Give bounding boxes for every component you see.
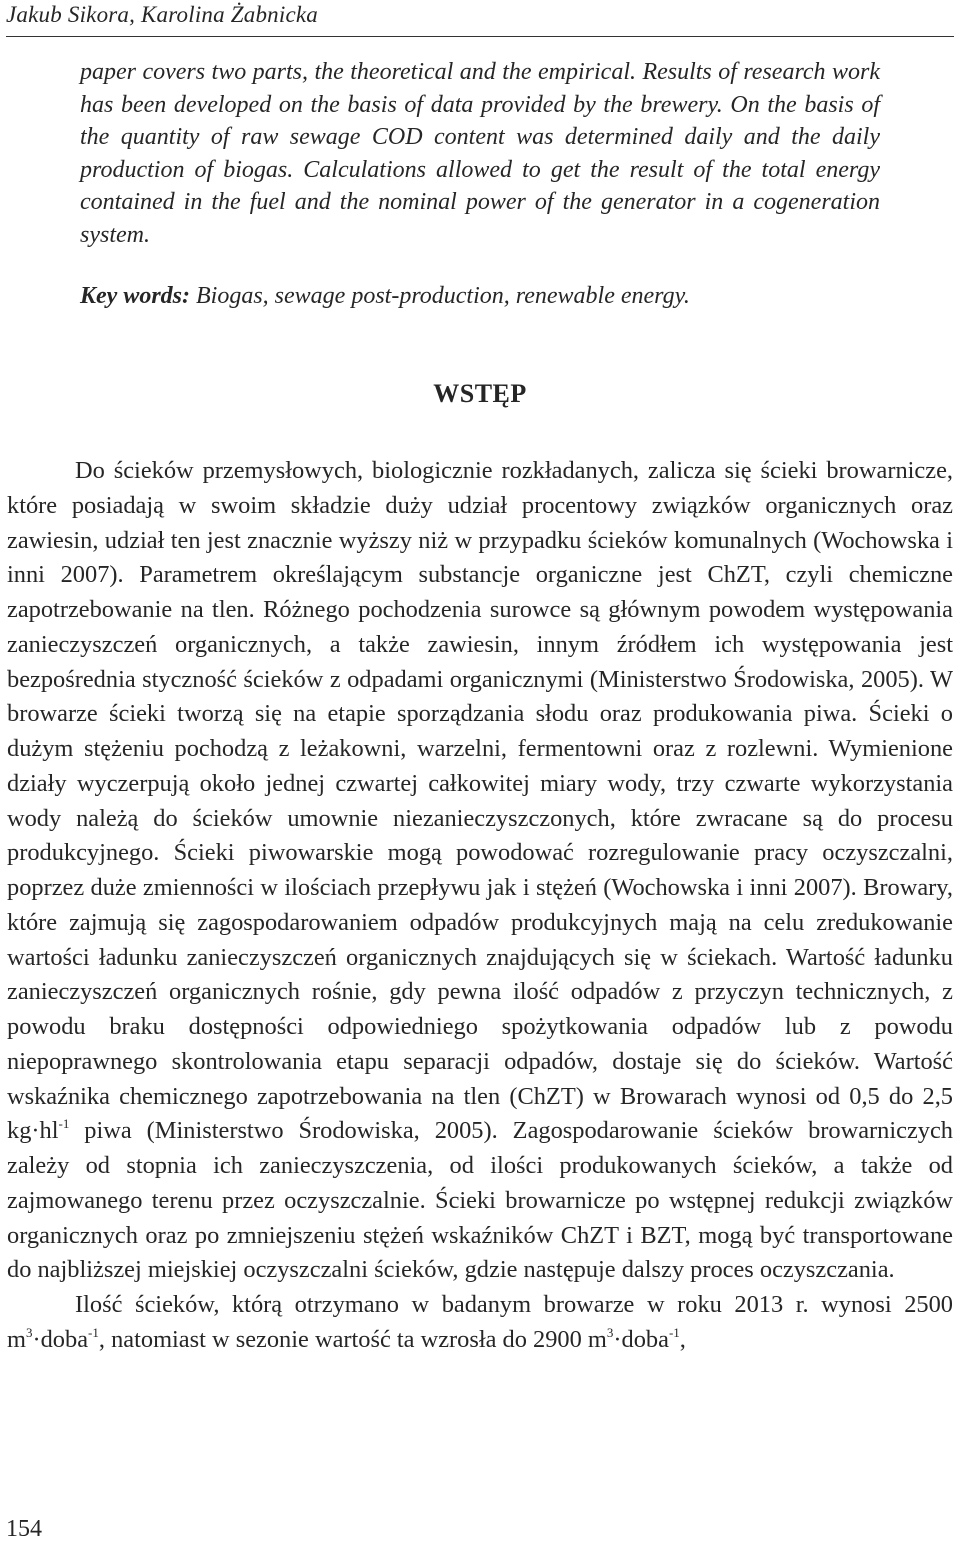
paragraph-1-text-b: piwa (Ministerstwo Środowiska, 2005). Zagospodarowanie ścieków browarniczych zależy od stopnia ich zanieczyszczenia, od ilości produkowanych ścieków, a także od zajmowanego terenu przez oczyszczalnie. Ścieki browarnicze po wstępnej redukcji związków organicznych oraz po zmniejszeniu stężeń wskaźników ChZT i BZT, mogą być transportowane do najbliższej miejskiej oczyszczalni ścieków, gdzie następuje dalszy proces oczyszczania. xyxy=(7,1117,953,1284)
section-title: WSTĘP xyxy=(433,379,527,408)
superscript: -1 xyxy=(668,1324,680,1340)
keywords-value: Biogas, sewage post-production, renewable energy. xyxy=(196,283,690,309)
keywords-label: Key words: xyxy=(80,283,190,309)
paragraph-2 xyxy=(7,1288,953,1358)
paragraph-2-text-e: , xyxy=(679,1325,686,1353)
paragraph-2-text-a: Ilość ścieków, którą otrzymano w badanym browarze w roku 2013 r. wynosi 2500 m xyxy=(7,1291,953,1353)
running-head: Jakub Sikora, Karolina Żabnicka xyxy=(6,2,318,27)
superscript: 3 xyxy=(25,1324,33,1340)
superscript: -1 xyxy=(88,1324,99,1340)
paragraph-2-text-d: ·doba xyxy=(613,1325,669,1353)
body-text xyxy=(7,454,953,1358)
abstract-text: paper covers two parts, the theoretical and the empirical. Results of research work has been developed on the basis of data provided by the brewery. On the basis of the quantity of raw sewage COD content was determined daily and the daily production of biogas. Calculations allowed to get the result of the total energy contained in the fuel and the nominal power of the generator in a cogeneration system. xyxy=(80,59,880,248)
keywords-line xyxy=(80,283,880,310)
paragraph-1 xyxy=(7,454,953,1288)
paragraph-1-text-a: Do ścieków przemysłowych, biologicznie rozkładanych, zalicza się ścieki browarnicze, które posiadają w swoim składzie duży udział procentowy związków organicznych oraz zawiesin, udział ten jest znacznie wyższy niż w przypadku ścieków komunalnych (Wochowska i inni 2007). Parametrem określającym substancje organiczne jest ChZT, czyli chemiczne zapotrzebowanie na tlen. Różnego pochodzenia surowce są głównym powodem występowania zanieczyszczeń organicznych, a także zawiesin, innym źródłem ich występowania jest bezpośrednia styczność ścieków z odpadami organicznymi (Ministerstwo Środowiska, 2005). W browarze ścieki tworzą się na etapie sporządzania słodu oraz produkowania piwa. Ścieki o dużym stężeniu pochodzą z leżakowni, warzelni, fermentowni oraz z rozlewni. Wymienione działy wyczerpują około jednej czwartej całkowitej miary wody, trzy czwarte wykorzystania wody należą do ścieków umownie niezanieczyszczonych, które zwracane są do procesu produkcyjnego. Ścieki piwowarskie mogą powodować rozregulowanie pracy oczyszczalni, poprzez duże zmienności w ilościach przepływu jak i stężeń (Wochowska i inni 2007). Browary, które zajmują się zagospodarowaniem odpadów produkcyjnych mają na celu zredukowanie wartości ładunku zanieczyszczeń organicznych znajdujących się w ściekach. Wartość ładunku zanieczyszczeń organicznych rośnie, gdy pewna ilość odpadów z przyczyn technicznych, z powodu braku dostępności odpowiedniego spożytkowania odpadów lub z powodu niepoprawnego skontrolowania etapu separacji odpadów, dostaje się do ścieków. Wartość wskaźnika chemicznego zapotrzebowania na tlen (ChZT) w Browarach wynosi od 0,5 do 2,5 kg·hl xyxy=(7,457,953,1145)
superscript: 3 xyxy=(606,1324,614,1340)
paragraph-2-text-b: ·doba xyxy=(32,1325,89,1353)
paragraph-2-text-c: , natomiast w sezonie wartość ta wzrosła do 2900 m xyxy=(98,1325,607,1353)
header-rule xyxy=(6,36,954,37)
superscript: -1 xyxy=(58,1116,70,1132)
page-number: 154 xyxy=(6,1516,42,1542)
